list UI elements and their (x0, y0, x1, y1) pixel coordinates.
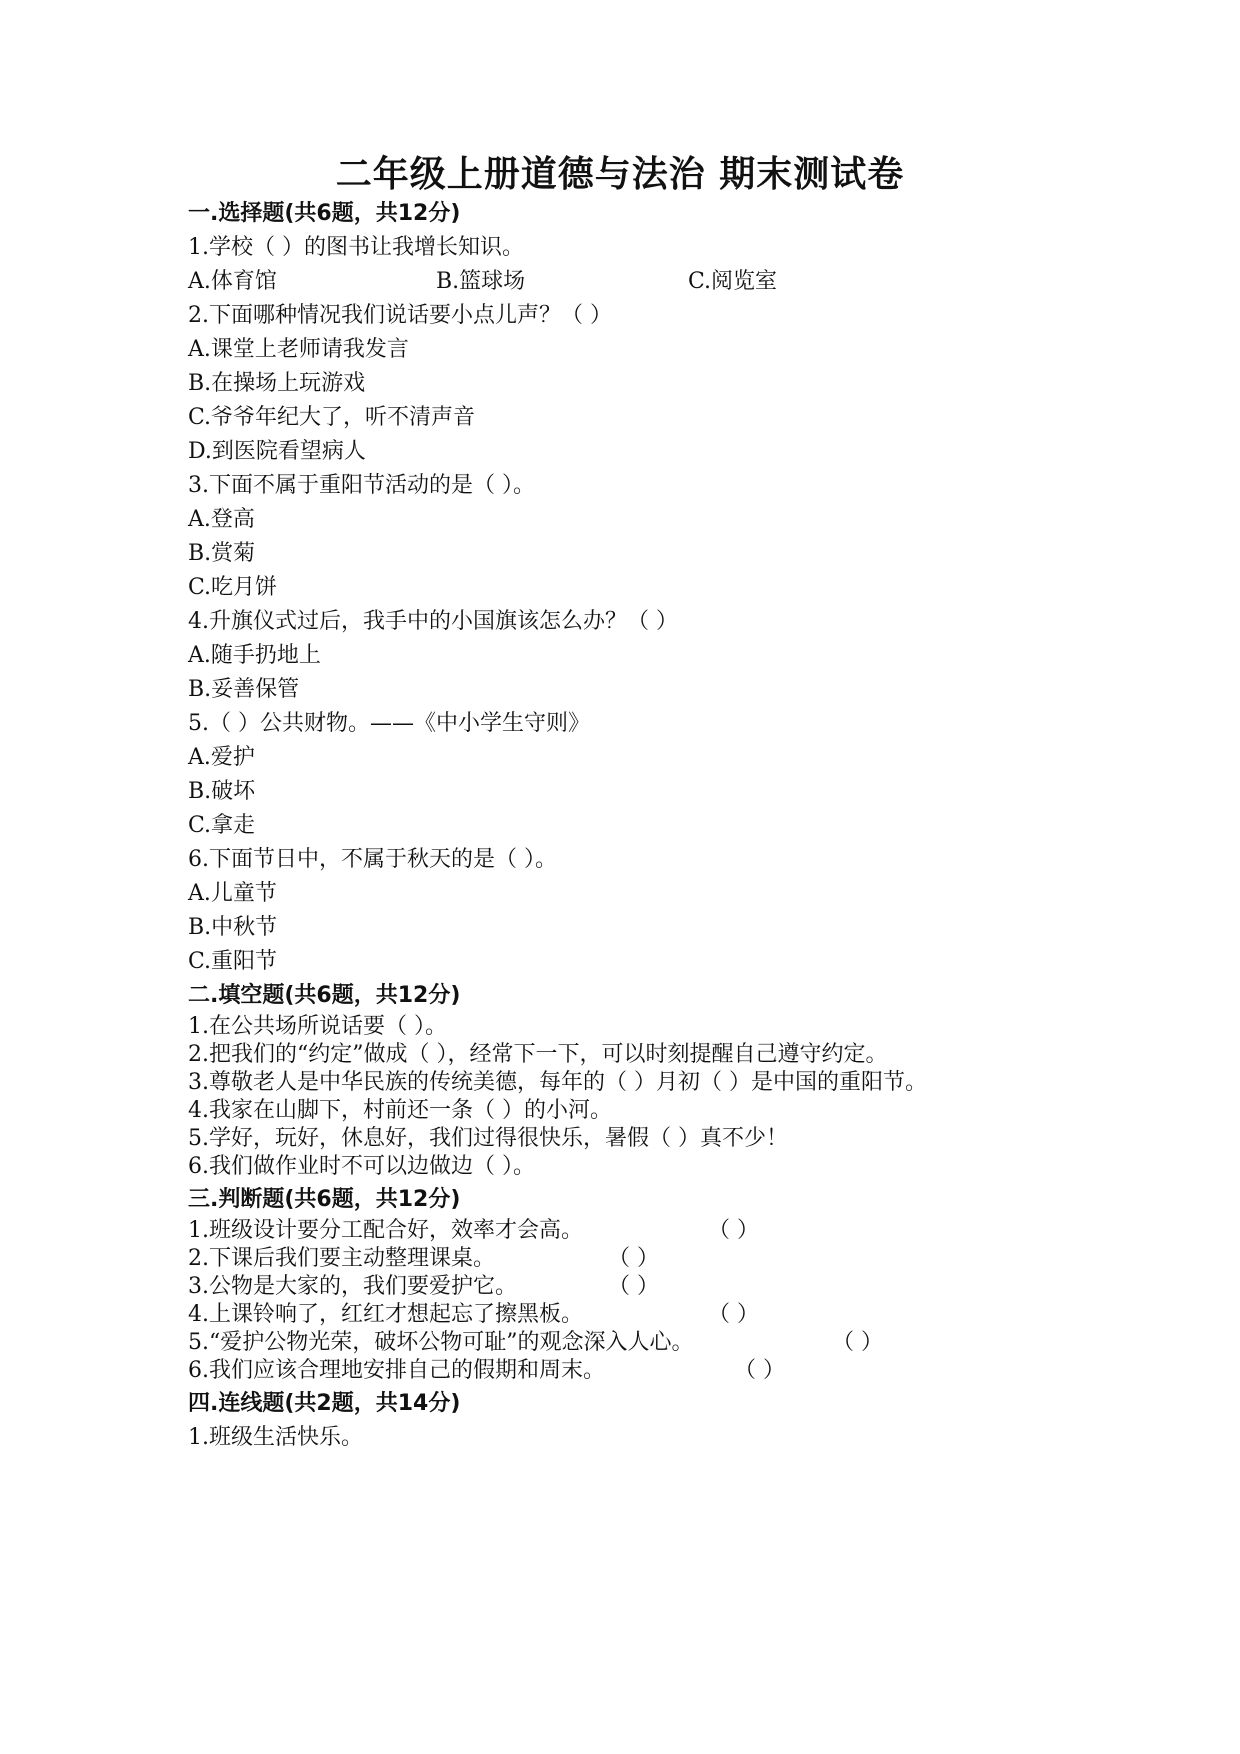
judge-statement: 2.下课后我们要主动整理课桌。 (188, 1246, 495, 1271)
option-b: B.中秋节 (188, 915, 278, 940)
question-text: 2.把我们的“约定”做成（ ），经常下一下，可以时刻提醒自己遵守约定。 (188, 1042, 888, 1067)
option-c: C.爷爷年纪大了，听不清声音 (188, 405, 476, 430)
question-text: 1.学校（ ）的图书让我增长知识。 (188, 235, 524, 260)
exam-content (188, 197, 1068, 1455)
question-text: 1.班级生活快乐。 (188, 1425, 363, 1450)
option-c: C.重阳节 (188, 949, 278, 974)
answer-parentheses: （ ） (708, 1302, 759, 1327)
answer-parentheses: （ ） (832, 1330, 883, 1355)
option-a: A.体育馆 (188, 269, 277, 294)
option-b: B.破坏 (188, 779, 256, 804)
page-title: 二年级上册道德与法治 期末测试卷 (335, 154, 905, 195)
option-c: C.阅览室 (688, 269, 778, 294)
option-row (188, 265, 1068, 299)
option-d: D.到医院看望病人 (188, 439, 366, 464)
answer-parentheses: （ ） (608, 1274, 659, 1299)
option-a: A.爱护 (188, 745, 255, 770)
question-text: 1.在公共场所说话要（ ）。 (188, 1014, 447, 1039)
answer-parentheses: （ ） (608, 1246, 659, 1271)
question-text: 2.下面哪种情况我们说话要小点儿声？（ ） (188, 303, 612, 328)
judge-item (188, 1301, 1068, 1329)
judge-item (188, 1217, 1068, 1245)
option-b: B.妥善保管 (188, 677, 300, 702)
judge-item (188, 1273, 1068, 1301)
judge-item (188, 1357, 1068, 1385)
answer-parentheses: （ ） (708, 1218, 759, 1243)
option-a: A.登高 (188, 507, 255, 532)
question-text: 5.（ ）公共财物。——《中小学生守则》 (188, 711, 590, 736)
question-text: 4.我家在山脚下，村前还一条（ ）的小河。 (188, 1098, 612, 1123)
judge-statement: 4.上课铃响了，红红才想起忘了擦黑板。 (188, 1302, 583, 1327)
answer-parentheses: （ ） (734, 1358, 785, 1383)
section-heading-fill: 二.填空题(共6题，共12分) (188, 983, 461, 1008)
question-text: 5.学好，玩好，休息好，我们过得很快乐，暑假（ ）真不少！ (188, 1126, 788, 1151)
section-heading-judge: 三.判断题(共6题，共12分) (188, 1187, 461, 1212)
question-text: 3.下面不属于重阳节活动的是（ ）。 (188, 473, 535, 498)
question-text: 3.尊敬老人是中华民族的传统美德，每年的（ ）月初（ ）是中国的重阳节。 (188, 1070, 927, 1095)
option-b: B.篮球场 (436, 269, 526, 294)
judge-item (188, 1245, 1068, 1273)
question-text: 6.我们做作业时不可以边做边（ ）。 (188, 1154, 535, 1179)
option-a: A.随手扔地上 (188, 643, 321, 668)
option-b: B.在操场上玩游戏 (188, 371, 366, 396)
option-a: A.儿童节 (188, 881, 277, 906)
option-c: C.拿走 (188, 813, 256, 838)
judge-statement: 5.“爱护公物光荣，破坏公物可耻”的观念深入人心。 (188, 1330, 694, 1355)
judge-item (188, 1329, 1068, 1357)
question-text: 4.升旗仪式过后，我手中的小国旗该怎么办？（ ） (188, 609, 678, 634)
option-b: B.赏菊 (188, 541, 256, 566)
judge-statement: 6.我们应该合理地安排自己的假期和周末。 (188, 1358, 605, 1383)
option-c: C.吃月饼 (188, 575, 278, 600)
question-text: 6.下面节日中，不属于秋天的是（ ）。 (188, 847, 557, 872)
judge-statement: 1.班级设计要分工配合好，效率才会高。 (188, 1218, 583, 1243)
section-heading-match: 四.连线题(共2题，共14分) (188, 1391, 461, 1416)
judge-statement: 3.公物是大家的，我们要爱护它。 (188, 1274, 517, 1299)
section-heading-choice: 一.选择题(共6题，共12分) (188, 201, 461, 226)
option-a: A.课堂上老师请我发言 (188, 337, 409, 362)
